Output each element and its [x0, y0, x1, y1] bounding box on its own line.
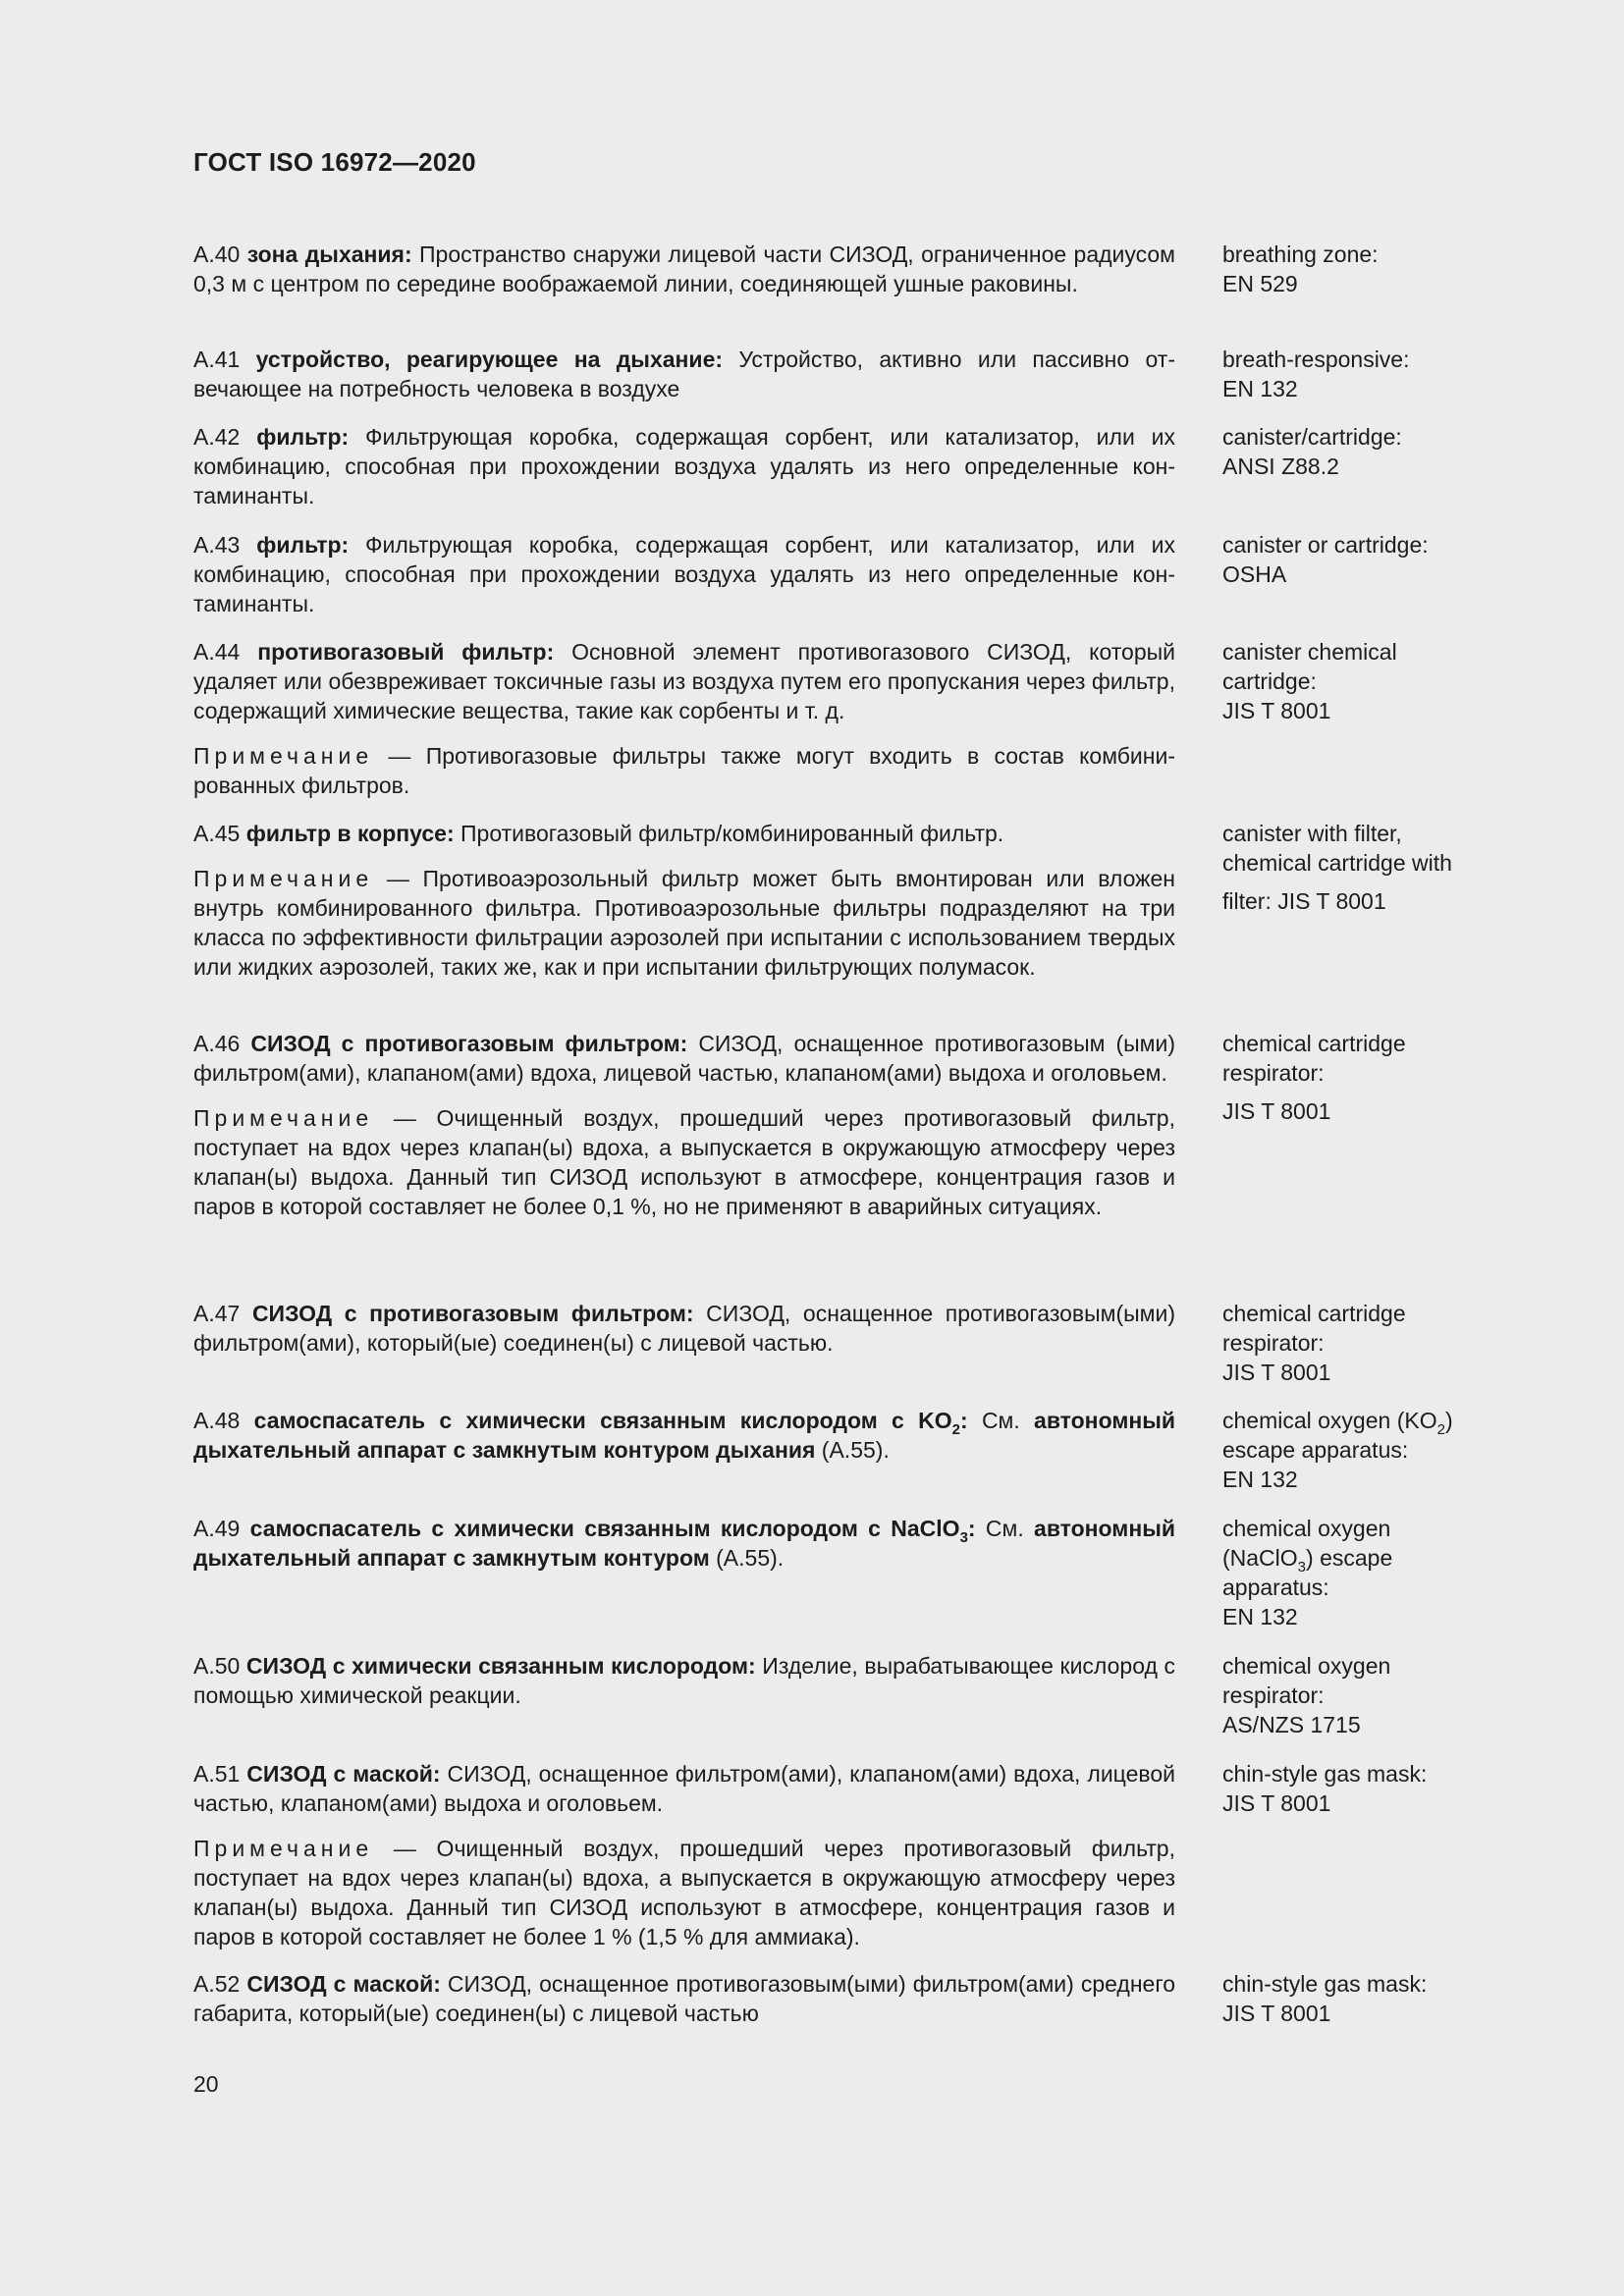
definition-text: СИЗОД, оснащенное противогазовым (ыми) фильтром(ами), клапаном(ами) вдоха, лицевой частью, клапаном(ами) выдоха и оголовьем. — [193, 1031, 1175, 1086]
entry-number: А.41 — [193, 347, 241, 372]
term-entry — [193, 1514, 1489, 1651]
source-standard: EN 132 — [1222, 1467, 1298, 1492]
term-name: фильтр: — [256, 424, 350, 450]
source-term-text: chemical oxygen (KO — [1222, 1408, 1437, 1433]
source-term: chin-style gas mask: — [1222, 1971, 1428, 1997]
term-entry — [193, 1759, 1489, 1969]
source-reference — [1222, 637, 1497, 725]
term-entry — [193, 530, 1489, 637]
term-name — [249, 1516, 976, 1546]
definition-text: СИЗОД, оснащенное противогазовым(ыми) фильтром(ами) среднего габарита, который(ые) соединен(ы) с лицевой частью — [193, 1971, 1175, 2026]
note-text: — Противогазовые фильтры также могут входить в состав комбинированных фильтров. — [193, 743, 1175, 798]
source-term-text: ) — [1444, 1408, 1453, 1433]
source-term: cartridge: — [1222, 668, 1317, 694]
source-standard: JIS T 8001 — [1222, 698, 1331, 723]
term-name: зона дыхания: — [246, 241, 412, 267]
note — [193, 741, 1175, 800]
term-name: противогазовый фильтр: — [257, 639, 555, 665]
source-standard: JIS T 8001 — [1222, 1790, 1331, 1816]
source-reference — [1222, 1299, 1497, 1387]
term-entry — [193, 1029, 1489, 1299]
definition-text: См. — [975, 1516, 1035, 1541]
terms-list — [193, 240, 1489, 2048]
note-text: — Очищенный воздух, прошедший через противогазовый фильтр, поступает на вдох через клапан(ы) вдоха, а выпускается в окружающую атмосферу через клапан(ы) выдоха. Данный тип СИЗОД используют в атмосфере, концентрация газов и паров в которой составляет не более 1 % (1,5 % для аммиака). — [193, 1836, 1175, 1949]
source-term: canister chemical — [1222, 639, 1397, 665]
term-entry — [193, 819, 1489, 1029]
source-term: chemical oxygen — [1222, 1653, 1391, 1679]
term-definition — [193, 1969, 1175, 2028]
note-label: Примечание — [193, 743, 374, 769]
cross-reference-term: автономный дыхательный аппарат с замкнутым контуром — [193, 1516, 1175, 1571]
term-entry — [193, 240, 1489, 345]
source-reference — [1222, 422, 1497, 481]
source-reference — [1222, 1969, 1497, 2028]
entry-number: А.44 — [193, 639, 241, 665]
source-term: breath-responsive: — [1222, 347, 1410, 372]
source-term: chemical cartridge with — [1222, 850, 1452, 876]
term-definition — [193, 1514, 1175, 1573]
source-standard: OSHA — [1222, 561, 1287, 587]
note — [193, 1103, 1175, 1221]
definition-text: Устройство, активно или пассивно отвечающее на потребность человека в воздухе — [193, 347, 1175, 401]
term-entry — [193, 1406, 1489, 1514]
source-reference — [1222, 345, 1497, 403]
term-name-colon: : — [967, 1516, 976, 1541]
term-definition — [193, 1406, 1175, 1465]
source-term: canister with filter, — [1222, 821, 1402, 846]
source-term-text: (NaClO — [1222, 1545, 1298, 1571]
page-number: 20 — [193, 2071, 219, 2097]
term-definition — [193, 422, 1175, 510]
definition-text: См. — [967, 1408, 1035, 1433]
entry-number: А.40 — [193, 241, 241, 267]
source-term-text: escape — [1320, 1545, 1393, 1571]
definition-text: СИЗОД, оснащенное фильтром(ами), клапаном(ами) вдоха, лицевой частью, клапаном(ами) выдоха и оголовьем. — [193, 1761, 1175, 1816]
term-definition — [193, 1029, 1175, 1088]
source-term: canister or cartridge: — [1222, 532, 1429, 558]
term-name-colon: : — [959, 1408, 968, 1433]
subscript: 3 — [959, 1529, 968, 1546]
entry-number: А.49 — [193, 1516, 241, 1541]
definition-text: Изделие, вырабатывающее кислород с помощью химической реакции. — [193, 1653, 1175, 1708]
term-name: СИЗОД с противогазовым фильтром: — [251, 1301, 694, 1326]
term-name-text: самоспасатель с химически связанным кислородом с NaClO — [249, 1516, 960, 1541]
entry-number: А.51 — [193, 1761, 241, 1787]
term-name: СИЗОД с маской: — [246, 1761, 441, 1787]
source-term — [1222, 1543, 1497, 1573]
definition-text: СИЗОД, оснащенное противогазовым(ыми) фильтром(ами), который(ые) соединен(ы) с лицевой частью. — [193, 1301, 1175, 1356]
source-term: breathing zone: — [1222, 241, 1379, 267]
source-reference — [1222, 1406, 1497, 1494]
definition-text: Противогазовый фильтр/комбинированный фильтр. — [454, 821, 1004, 846]
note-label: Примечание — [193, 1105, 374, 1131]
subscript: 2 — [1436, 1421, 1445, 1438]
source-term: chemical cartridge — [1222, 1301, 1406, 1326]
entry-number: А.43 — [193, 532, 241, 558]
term-definition — [193, 819, 1175, 848]
source-standard: AS/NZS 1715 — [1222, 1712, 1361, 1737]
entry-number: А.46 — [193, 1031, 241, 1056]
term-definition — [193, 1299, 1175, 1358]
term-name — [253, 1408, 968, 1438]
source-reference — [1222, 1651, 1497, 1739]
term-definition — [193, 530, 1175, 618]
term-name: фильтр: — [256, 532, 350, 558]
entry-number: А.47 — [193, 1301, 241, 1326]
term-definition — [193, 345, 1175, 403]
cross-reference-term: автономный дыхательный аппарат с замкнутым контуром дыхания — [193, 1408, 1176, 1463]
term-definition — [193, 1759, 1175, 1818]
term-name: устройство, реагирующее на дыхание: — [255, 347, 724, 372]
definition-text: Фильтрующая коробка, содержащая сорбент, или катализатор, или их комбинацию, способная при прохождении воздуха удалять из него определенные контаминанты. — [193, 424, 1175, 508]
term-name: СИЗОД с химически связанным кислородом: — [245, 1653, 756, 1679]
term-name: СИЗОД с противогазовым фильтром: — [250, 1031, 688, 1056]
term-entry — [193, 422, 1489, 530]
definition-text: Пространство снаружи лицевой части СИЗОД, ограниченное радиусом 0,3 м с центром по середине воображаемой линии, соединяющей ушные раковины. — [193, 241, 1175, 296]
source-term-text: ) — [1306, 1545, 1314, 1571]
source-standard: ANSI Z88.2 — [1222, 454, 1339, 479]
source-reference — [1222, 530, 1497, 589]
definition-text: Основной элемент противогазового СИЗОД, который удаляет или обезвреживает токсичные газы из воздуха путем его пропускания через фильтр, содержащий химические вещества, такие как сорбенты и т. д. — [193, 639, 1175, 723]
note-label: Примечание — [193, 866, 374, 891]
term-entry — [193, 345, 1489, 422]
term-name: фильтр в корпусе: — [245, 821, 455, 846]
source-term: respirator: — [1222, 1060, 1325, 1086]
source-term: chemical cartridge — [1222, 1031, 1406, 1056]
entry-number: А.45 — [193, 821, 241, 846]
source-standard: EN 529 — [1222, 271, 1298, 296]
term-definition — [193, 637, 1175, 725]
source-reference — [1222, 240, 1497, 298]
source-reference — [1222, 1514, 1497, 1631]
term-entry — [193, 1969, 1489, 2048]
term-definition — [193, 240, 1175, 298]
source-standard: JIS T 8001 — [1222, 1360, 1331, 1385]
subscript: 2 — [951, 1421, 960, 1438]
term-name-text: самоспасатель с химически связанным кислородом с KO — [253, 1408, 952, 1433]
source-term: chemical oxygen — [1222, 1516, 1391, 1541]
term-entry — [193, 1651, 1489, 1759]
source-standard: EN 132 — [1222, 1604, 1298, 1629]
entry-number: А.50 — [193, 1653, 241, 1679]
definition-text: Фильтрующая коробка, содержащая сорбент, или катализатор, или их комбинацию, способная при прохождении воздуха удалять из него определенные контаминанты. — [193, 532, 1175, 616]
source-term: apparatus: — [1222, 1575, 1329, 1600]
source-term: escape apparatus: — [1222, 1437, 1409, 1463]
source-standard: filter: JIS T 8001 — [1222, 888, 1386, 914]
source-term: canister/cartridge: — [1222, 424, 1402, 450]
note-text: — Очищенный воздух, прошедший через противогазовый фильтр, поступает на вдох через клапан(ы) вдоха, а выпускается в окружающую атмосферу через клапан(ы) выдоха. Данный тип СИЗОД используют в атмосфере, концентрация газов и паров в которой составляет не более 0,1 %, но не применяют в аварийных ситуациях. — [193, 1105, 1175, 1219]
source-term: respirator: — [1222, 1682, 1325, 1708]
source-reference — [1222, 819, 1497, 916]
entry-number: А.52 — [193, 1971, 241, 1997]
source-standard: JIS T 8001 — [1222, 1098, 1331, 1124]
source-term — [1222, 1406, 1497, 1438]
definition-text: (А.55). — [709, 1545, 785, 1571]
source-reference — [1222, 1759, 1497, 1818]
note — [193, 1834, 1175, 1951]
entry-number: А.48 — [193, 1408, 241, 1433]
note — [193, 864, 1175, 982]
source-standard: EN 132 — [1222, 376, 1298, 401]
term-entry — [193, 1299, 1489, 1406]
source-term: respirator: — [1222, 1330, 1325, 1356]
term-definition — [193, 1651, 1175, 1710]
subscript: 3 — [1297, 1559, 1307, 1575]
term-entry — [193, 637, 1489, 819]
definition-text: (А.55). — [815, 1437, 890, 1463]
note-text: — Противоаэрозольный фильтр может быть вмонтирован или вложен внутрь комбинированного фильтра. Противоаэрозольные фильтры подразделяют на три класса по эффективности фильтрации аэрозолей при испытании с использованием твердых или жидких аэрозолей, таких же, как и при испытании фильтрующих полумасок. — [193, 866, 1175, 980]
source-standard: JIS T 8001 — [1222, 2001, 1331, 2026]
entry-number: А.42 — [193, 424, 241, 450]
source-term: chin-style gas mask: — [1222, 1761, 1428, 1787]
term-name: СИЗОД с маской: — [246, 1971, 441, 1997]
note-label: Примечание — [193, 1836, 374, 1861]
source-reference — [1222, 1029, 1497, 1126]
document-header: ГОСТ ISO 16972—2020 — [193, 147, 476, 177]
